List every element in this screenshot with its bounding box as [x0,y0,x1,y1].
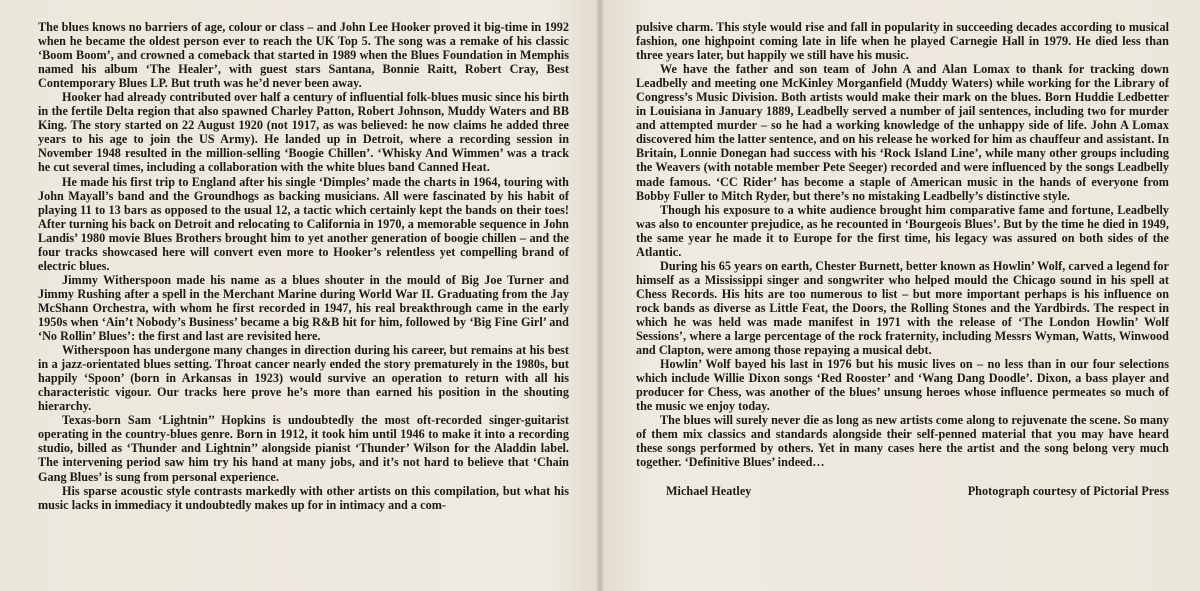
right-paragraph-4: During his 65 years on earth, Chester Burnett, better known as Howlin’ Wolf, carved a legend for himself as a Mississippi singer and songwriter who helped mould the Chicago sound in his spell at Chess Records. His hits are too numerous to list – but more important perhaps is his influence on rock bands as diverse as Little Feat, the Doors, the Rolling Stones and the Yardbirds. The respect in which he was held was made manifest in 1971 with the release of ‘The London Howlin’ Wolf Sessions’, where a large percentage of the rock fraternity, including Messrs Wyman, Watts, Winwood and Clapton, were among those repaying a musical debt. [636,258,1169,358]
right-paragraph-6: The blues will surely never die as long as new artists come along to rejuvenate the scene. So many of them mix classics and standards alongside their self-penned material that you may have heard these songs performed by others. Yet in many cases here the artist and the song belong very much together. ‘Definitive Blues’ indeed… [636,413,1169,470]
left-paragraph-4: Jimmy Witherspoon made his name as a blues shouter in the mould of Big Joe Turner and Jimmy Rushing after a spell in the Merchant Marine during World War II. Graduating from the Jay McShann Orchestra, with whom he first recorded in 1947, his real breakthrough came in the early 1950s when ‘Ain’t Nobody’s Business’ became a big R&B hit for him, followed by ‘Big Fine Girl’ and ‘No Rollin’ Blues’: the first and last are revisited here. [38,272,569,344]
right-paragraph-5: Howlin’ Wolf bayed his last in 1976 but his music lives on – no less than in our four selections which include Willie Dixon songs ‘Red Rooster’ and ‘Wang Dang Doodle’. Dixon, a bass player and producer for Chess, was another of the blues’ unsung heroes whose influence permeates so much of the music we enjoy today. [636,357,1169,414]
left-paragraph-5: Witherspoon has undergone many changes in direction during his career, but remains at his best in a jazz-orientated blues setting. Throat cancer nearly ended the story prematurely in the 1980s, but happily ‘Spoon’ (born in Arkansas in 1923) would survive an operation to return with all his characteristic vigour. Our tracks here prove he’s more than earned his position in the shouting hierarchy. [38,343,569,414]
right-paragraph-2: We have the father and son team of John A and Alan Lomax to thank for tracking down Leadbelly and meeting one McKinley Morganfield (Muddy Waters) while working for the Library of Congress’s Music Division. Both artists would make their mark on the blues. Born Huddie Ledbetter in Louisiana in January 1889, Leadbelly served a number of jail sentences, including two for murder and attempted murder – so he had a working knowledge of the unhappy side of life. John A Lomax discovered him the latter sentence, and on his release he worked for him as chauffeur and assistant. In Britain, Lonnie Donegan had success with his ‘Rock Island Line’, while many other groups including the Weavers (with notable member Pete Seeger) recorded and were influenced by the songs Leadbelly made famous. ‘CC Rider’ has become a staple of American music in the hands of everyone from Bobby Fuller to Mitch Ryder, but there’s no mistaking Leadbelly’s distinctive style. [636,62,1169,203]
right-paragraph-3: Though his exposure to a white audience brought him comparative fame and fortune, Leadbelly was also to encounter prejudice, as he recounted in ‘Bourgeois Blues’. But by the time he died in 1949, the same year he made it to Europe for the first time, his legacy was assured on both sides of the Atlantic. [636,202,1169,259]
photo-credit: Photograph courtesy of Pictorial Press [967,483,1169,498]
left-paragraph-2: Hooker had already contributed over half a century of influential folk-blues music since his birth in the fertile Delta region that also spawned Charley Patton, Robert Johnson, Muddy Waters and BB King. The story started on 22 August 1920 (not 1917, as was believed: he now claims he added three years to his age to join the US Army). He landed up in Detroit, where a recording session in November 1948 resulted in the million-selling ‘Boogie Chillen’. ‘Whisky And Wimmen’ was a track he cut several times, including a collaboration with the white blues band Canned Heat. [38,90,569,175]
left-paragraph-1: The blues knows no barriers of age, colour or class – and John Lee Hooker proved it big-time in 1992 when he became the oldest person ever to reach the UK Top 5. The song was a remake of his classic ‘Boom Boom’, and crowned a comeback that started in 1989 when the Blues Foundation in Memphis named his album ‘The Healer’, with guest stars Santana, Bonnie Raitt, Robert Cray, Best Contemporary Blues LP. But truth was he’d never been away. [38,20,569,91]
left-page [38,20,569,577]
right-page [636,20,1169,577]
right-paragraph-1: pulsive charm. This style would rise and fall in popularity in succeeding decades according to musical fashion, one highpoint coming late in life when he played Carnegie Hall in 1979. He died less than three years later, but happily we still have his music. [636,20,1169,63]
author-name: Michael Heatley [666,483,752,498]
signoff-row [636,484,1169,498]
left-paragraph-6: Texas-born Sam ‘Lightnin’’ Hopkins is undoubtedly the most oft-recorded singer-guitarist operating in the country-blues genre. Born in 1912, it took him until 1946 to make it into a recording studio, billed as ‘Thunder and Lightnin’’ alongside pianist ‘Thunder’ Wilson for the Aladdin label. The intervening period saw him try his hand at many jobs, and it’s not hard to believe that ‘Chain Gang Blues’ is sung from personal experience. [38,413,569,484]
left-paragraph-3: He made his first trip to England after his single ‘Dimples’ made the charts in 1964, touring with John Mayall’s band and the Groundhogs as backing musicians. All were fascinated by his habit of playing 11 to 13 bars as opposed to the usual 12, a tactic which certainly kept the bands on their toes! After turning his back on Detroit and relocating to California in 1970, a memorable sequence in John Landis’ 1980 movie Blues Brothers brought him to yet another generation of boogie chillen – and the four tracks showcased here will convert even more to Hooker’s relentless yet compelling brand of electric blues. [38,174,569,273]
left-paragraph-7: His sparse acoustic style contrasts markedly with other artists on this compilation, but what his music lacks in immediacy it undoubtedly makes up for in intimacy and a com- [38,483,569,512]
page-gutter [597,0,603,591]
